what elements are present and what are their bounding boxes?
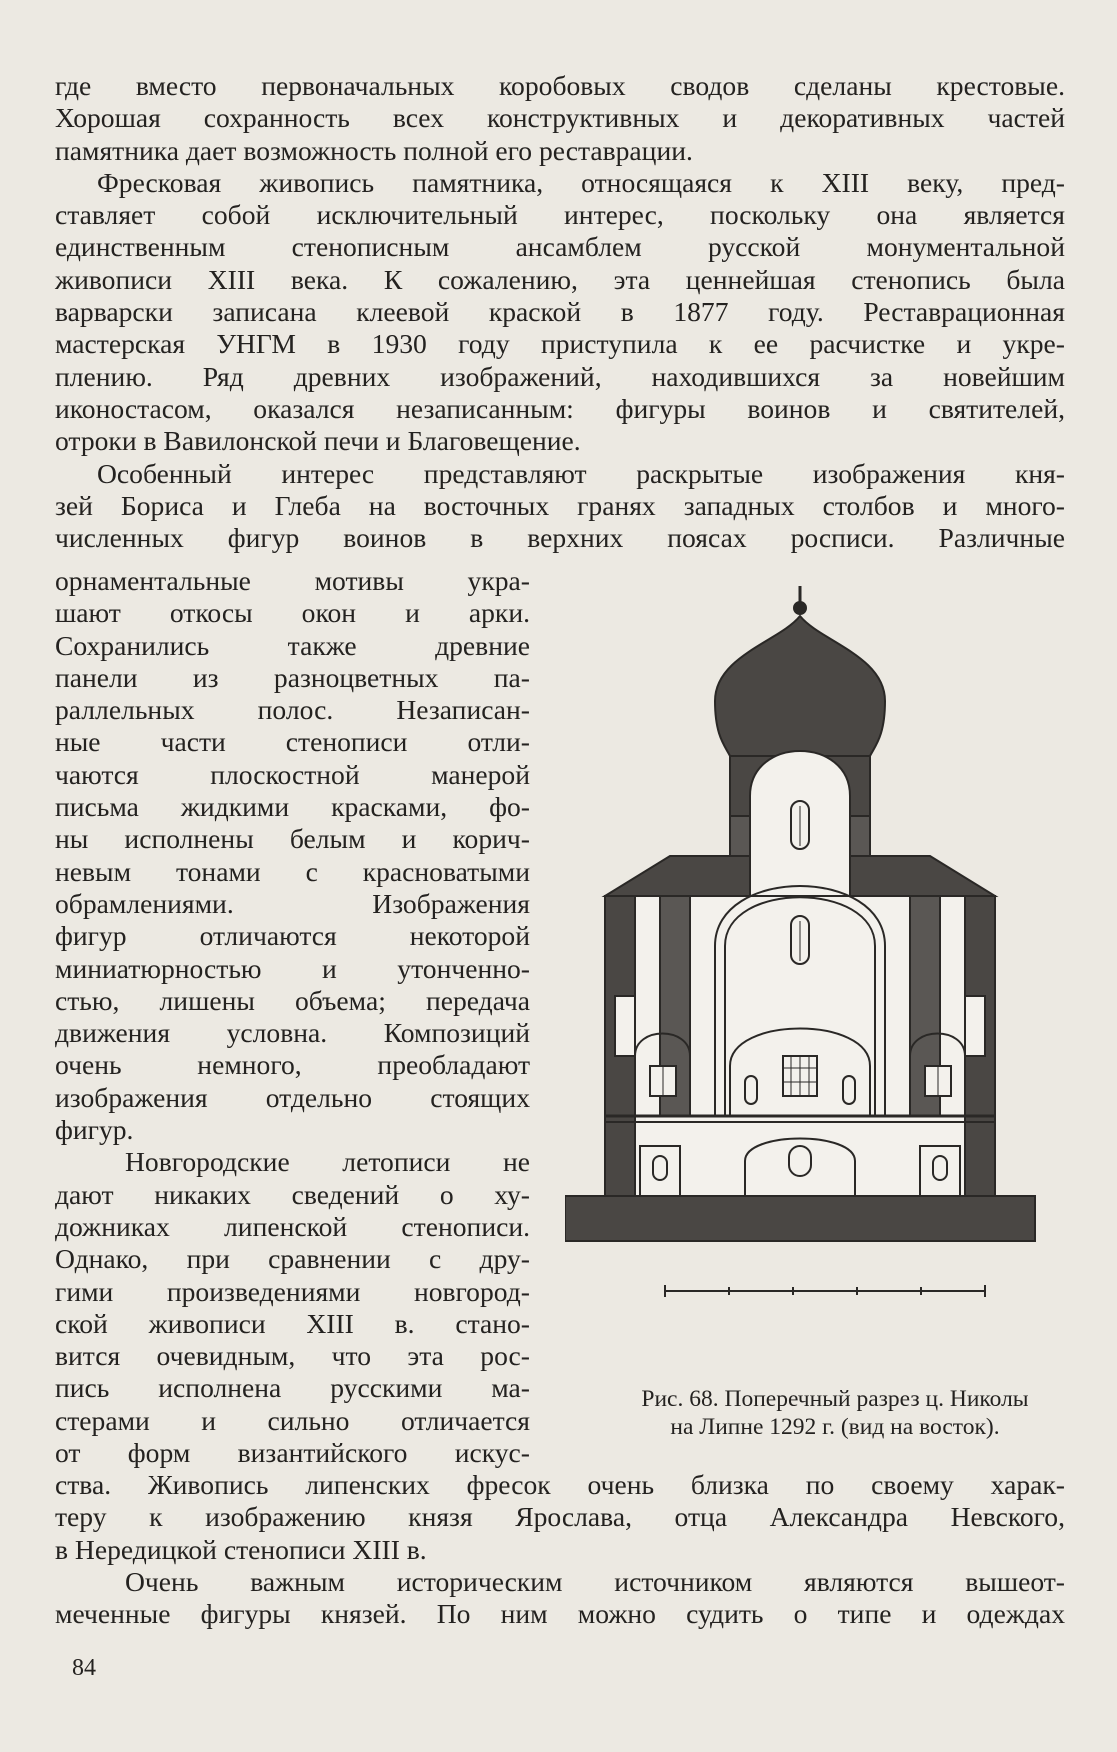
church-cross-section-figure	[565, 586, 1075, 1326]
text-line: орнаментальные мотивы укра-	[55, 565, 530, 596]
text-line: ставляет собой исключительный интерес, поскольку она является	[55, 199, 1065, 231]
text-line: Особенный интерес представляют раскрытые изображения кня-	[97, 457, 1065, 489]
text-line: шают откосы окон и арки.	[55, 597, 530, 629]
text-line: миниатюрностью и утонченно-	[55, 952, 530, 984]
text-line: стью, лишены объема; передача	[55, 984, 530, 1016]
text-line: фигур.	[55, 1114, 134, 1146]
text-line: вится очевидным, что эта рос-	[55, 1340, 530, 1372]
text-line: ства. Живопись липенских фресок очень близка по своему харак-	[55, 1469, 1065, 1500]
text-line: где вместо первоначальных коробовых сводов сделаны крестовые.	[55, 70, 1065, 101]
text-line: ской живописи XIII в. стано-	[55, 1307, 530, 1339]
figure-caption	[575, 1385, 1095, 1441]
text-line: от форм византийского искус-	[55, 1437, 530, 1469]
text-line: панели из разноцветных па-	[55, 661, 530, 693]
text-line: обрамлениями. Изображения	[55, 887, 530, 919]
text-line: Фресковая живопись памятника, относящаяся к XIII веку, пред-	[97, 166, 1065, 198]
text-line: движения условна. Композиций	[55, 1017, 530, 1049]
caption-line: Рис. 68. Поперечный разрез ц. Николы	[641, 1386, 1029, 1412]
text-line: дожниках липенской стенописи.	[55, 1210, 530, 1242]
text-line: Сохранились также древние	[55, 629, 530, 661]
page-number: 84	[72, 1655, 96, 1681]
text-line: ные части стенописи отли-	[55, 726, 530, 758]
text-line: плению. Ряд древних изображений, находившихся за новейшим	[55, 360, 1065, 392]
text-line: отроки в Вавилонской печи и Благовещение.	[55, 425, 581, 457]
text-line: раллельных полос. Незаписан-	[55, 694, 530, 726]
text-line: гими произведениями новгород-	[55, 1275, 530, 1307]
caption-line: на Липне 1292 г. (вид на восток).	[670, 1414, 1000, 1440]
text-line: невым тонами с красноватыми	[55, 855, 530, 887]
text-line: фигур отличаются некоторой	[55, 920, 530, 952]
text-line: Очень важным историческим источником являются вышеот-	[125, 1565, 1065, 1597]
bottom-text-block	[55, 1469, 1065, 1630]
text-line: письма жидкими красками, фо-	[55, 791, 530, 823]
text-line: варварски записана клеевой краской в 1877 году. Реставрационная	[55, 296, 1065, 328]
text-line: очень немного, преобладают	[55, 1049, 530, 1081]
text-line: Однако, при сравнении с дру-	[55, 1243, 530, 1275]
text-line: пись исполнена русскими ма-	[55, 1372, 530, 1404]
text-line: численных фигур воинов в верхних поясах росписи. Различные	[55, 522, 1065, 554]
text-line: памятника дает возможность полной его реставрации.	[55, 134, 693, 166]
text-line: мастерская УНГМ в 1930 году приступила к ее расчистке и укре-	[55, 328, 1065, 360]
top-text-block	[55, 70, 1065, 554]
text-line: зей Бориса и Глеба на восточных гранях западных столбов и много-	[55, 489, 1065, 521]
text-line: живописи XIII века. К сожалению, эта ценнейшая стенопись была	[55, 263, 1065, 295]
text-line: единственным стенописным ансамблем русской монументальной	[55, 231, 1065, 263]
text-line: дают никаких сведений о ху-	[55, 1178, 530, 1210]
text-line: меченные фигуры князей. По ним можно судить о типе и одеждах	[55, 1598, 1065, 1630]
text-line: чаются плоскостной манерой	[55, 758, 530, 790]
text-line: иконостасом, оказался незаписанным: фигуры воинов и святителей,	[55, 392, 1065, 424]
narrow-text-column	[55, 565, 530, 1469]
text-line: стерами и сильно отличается	[55, 1404, 530, 1436]
text-line: Хорошая сохранность всех конструктивных и декоративных частей	[55, 102, 1065, 134]
text-line: Новгородские летописи не	[125, 1146, 530, 1178]
church-cross-section-drawing	[565, 586, 1075, 1326]
text-line: ны исполнены белым и корич-	[55, 823, 530, 855]
text-line: теру к изображению князя Ярослава, отца Александра Невского,	[55, 1501, 1065, 1533]
text-line: изображения отдельно стоящих	[55, 1081, 530, 1113]
text-line: в Нередицкой стенописи XIII в.	[55, 1533, 427, 1565]
